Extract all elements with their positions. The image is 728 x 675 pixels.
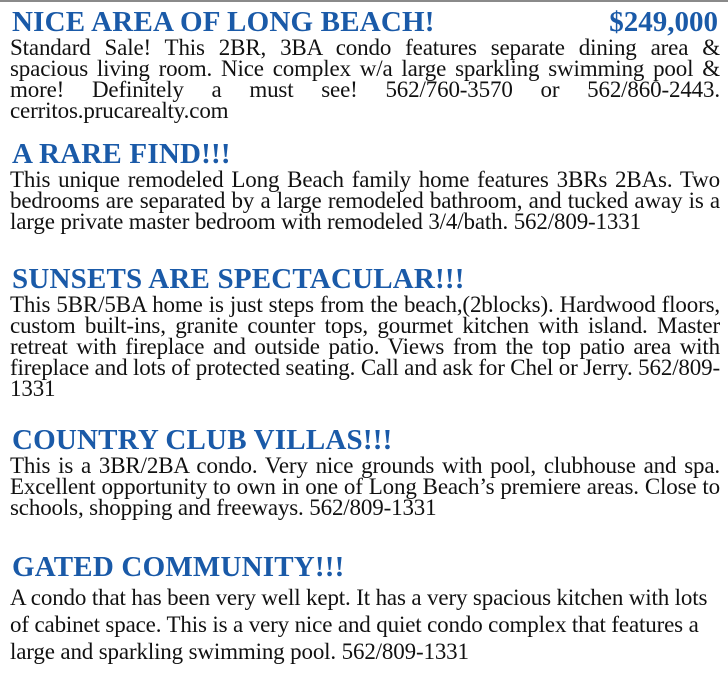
listing-description: This is a 3BR/2BA condo. Very nice grounds with pool, clubhouse and spa. Excellent opportunity to own in one of Long Beach’s premiere areas. Close to schools, shopping and freeways. 562/809-1331 [10, 453, 720, 520]
listing-heading: COUNTRY CLUB VILLAS!!! [12, 424, 393, 456]
listing-heading: SUNSETS ARE SPECTACULAR!!! [12, 263, 465, 295]
listing-description: This unique remodeled Long Beach family home features 3BRs 2BAs. Two bedrooms are separated by a large remodeled bathroom, and tucked away is a large private master bedroom with remodeled 3/4/bath. 562/809-1331 [10, 167, 720, 234]
listing-heading: NICE AREA OF LONG BEACH! [12, 6, 435, 38]
listing-price: $249,000 [609, 6, 718, 38]
listing-heading: GATED COMMUNITY!!! [12, 551, 345, 583]
listing-description: A condo that has been very well kept. It has a very spacious kitchen with lots of cabinet space. This is a very nice and quiet condo complex that features a large and sparkling swimming pool. 562/809-1331 [10, 585, 708, 664]
listing-description: This 5BR/5BA home is just steps from the beach,(2blocks). Hardwood floors, custom built-ins, granite counter tops, gourmet kitchen with island. Master retreat with fireplace and outside patio. Views from the top patio area with fireplace and lots of protected seating. Call and ask for Chel or Jerry. 562/809-1331 [10, 292, 720, 401]
listing-heading: A RARE FIND!!! [12, 138, 231, 170]
listing-description: Standard Sale! This 2BR, 3BA condo features separate dining area & spacious living room. Nice complex w/a large sparkling swimming pool & more! Definitely a must see! 562/760-3570 or 562/860-2443. cerritos.prucarealty.com [10, 35, 720, 123]
